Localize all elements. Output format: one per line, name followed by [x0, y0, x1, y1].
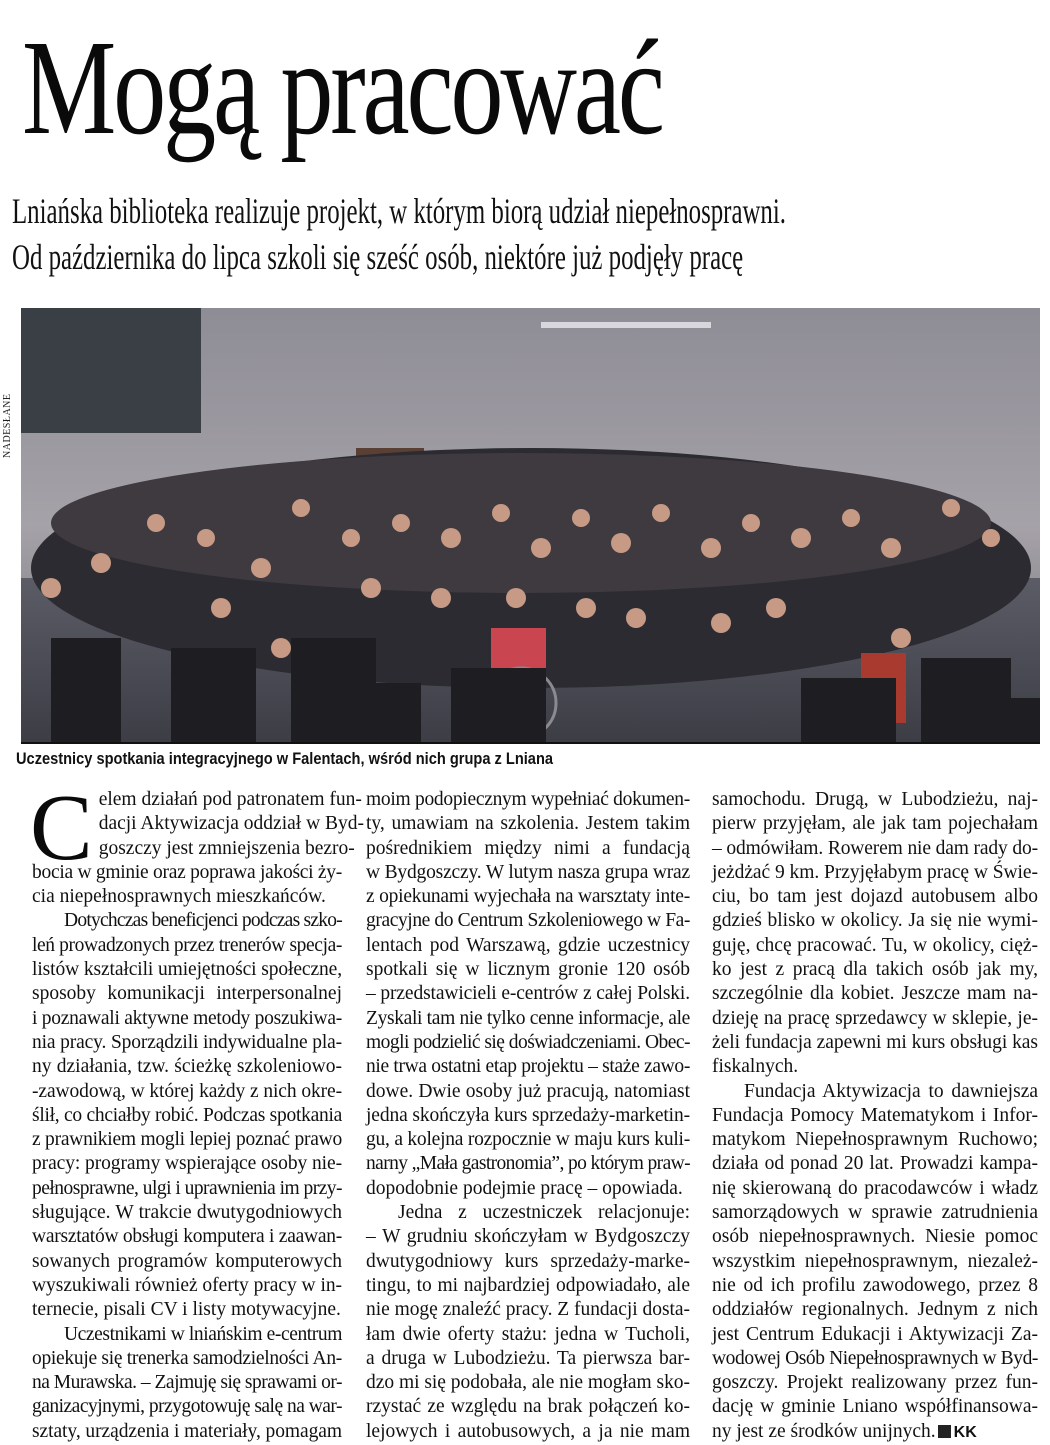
text-line: Fundacja Aktywizacja to dawniejsza [744, 1080, 1038, 1102]
ceiling-light [541, 322, 711, 328]
text-line: jedna skończyła kurs sprzedaży-marketin- [366, 1104, 690, 1126]
text-line: cia niepełnosprawnych mieszkańców. [32, 886, 326, 908]
text-line: goszczy. Projekt realizowany przez fun- [712, 1372, 1038, 1394]
text-line: Jedna z uczestniczek relacjonuje: [398, 1202, 690, 1224]
text-line: pełnosprawne, ulgi i uprawnienia im przy- [32, 1177, 342, 1199]
text-line: Uczestnikami w lniańskim e-centrum [64, 1323, 342, 1345]
lead-paragraph [12, 188, 881, 280]
text-line: nie trwa ostatni etap projektu – staże zawo- [366, 1056, 690, 1078]
text-line: pośrednikiem między nimi a fundacją [366, 837, 690, 859]
text-line: gu, a kolejna rozpocznie w maju kurs kuli- [366, 1129, 690, 1151]
text-line: moim podopiecznym wypełniać dokumen- [366, 789, 690, 810]
text-line: mogli podzielić się doświadczeniami. Obec- [366, 1031, 690, 1053]
text-line: w Bydgoszczy. W lutym nasza grupa wraz [366, 861, 690, 883]
text-line: osób niepełnosprawnych. Niesie pomoc [712, 1226, 1038, 1248]
text-line: wodowej Osób Niepełnosprawnych w Byd- [712, 1347, 1038, 1369]
text-line: wszystkim niepełnosprawnym, niezależ- [712, 1250, 1038, 1272]
text-line: – przedstawicieli e-centrów z całej Polski. [366, 983, 690, 1005]
text-line: oddziałów regionalnych. Jednym z nich [712, 1299, 1038, 1321]
text-line: z opiekunami wyjechała na warsztaty inte- [366, 886, 690, 908]
text-line: ganizacyjnymi, przygotowuję salę na war- [32, 1396, 342, 1418]
headline: Mogą pracować [22, 13, 662, 163]
text-line: – odmówiłam. Rowerem nie dam rady do- [712, 837, 1038, 859]
author-signature: KK [953, 1423, 977, 1441]
article-column-1 [30, 776, 365, 1444]
text-line: tingu, to mi najbardziej odpowiadało, ale [366, 1274, 690, 1296]
text-line: ny działania, tzw. ścieżkę szkoleniowo- [32, 1056, 342, 1078]
group-photo [21, 308, 1040, 744]
text-line: Zyskali tam nie tylko cenne informacje, ale [366, 1007, 690, 1029]
text-line: listów kształcili umiejętności społeczne, [32, 959, 342, 981]
text-line: gdzieś blisko w okolicy. Ja się nie wymi- [712, 910, 1038, 932]
text-line: spotkali się w licznym gronie 120 osób [366, 959, 690, 981]
lead-line: Lniańska biblioteka realizuje projekt, w którym biorą udział niepełnosprawni. [12, 191, 786, 231]
text-line: opiekuje się trenerka samodzielności An- [32, 1347, 342, 1369]
text-line: guję, chcę pracować. Tu, w okolicy, cięż- [712, 934, 1038, 956]
text-line: rzystać ze względu na brak połączeń ko- [366, 1396, 690, 1418]
lead-line: Od października do lipca szkoli się sześć osób, niektóre już podjęły pracę [12, 237, 744, 277]
drop-cap: C [30, 776, 93, 880]
text-line: działa od ponad 20 lat. Prowadzi kampa- [712, 1153, 1038, 1175]
text-line: jeżdżać 9 km. Przyjęłabym pracę w Świe- [712, 861, 1038, 883]
text-line: ślił, co chciałby robić. Podczas spotkania [32, 1104, 342, 1126]
text-line: lentach pod Warszawą, gdzie uczestnicy [366, 934, 690, 956]
text-line: dzieję na pracę sprzedawcy w sklepie, je- [712, 1007, 1038, 1029]
text-line: Fundacja Pomocy Matematykom i Infor- [712, 1104, 1038, 1126]
text-line: z prawnikiem mogli lepiej poznać prawo [32, 1129, 342, 1151]
group-photo-illustration [21, 308, 1040, 742]
text-line: ciu, bo tam jest dojazd autobusem albo [712, 886, 1038, 908]
photo-credit-wrap [2, 378, 16, 458]
text-line: fiskalnych. [712, 1056, 799, 1078]
text-line: sztaty, urządzenia i materiały, pomagam [32, 1420, 342, 1442]
end-mark-icon [938, 1425, 951, 1438]
text-line: dopodobnie podejmie pracę – opowiada. [366, 1177, 683, 1199]
text-line: nie mogę znaleźć pracy. Z fundacji dosta- [366, 1299, 690, 1321]
final-text-line [712, 1420, 1038, 1445]
text-line: ny jest ze środków unijnych. [712, 1420, 936, 1442]
text-line: dowe. Dwie osoby już pracują, natomiast [366, 1080, 690, 1102]
window [21, 308, 201, 433]
text-line: goszczy jest zmniejszenia bezro- [98, 837, 355, 859]
text-line: matykom Niepełnosprawnym Ruchowo; [712, 1129, 1038, 1151]
text-line: leń prowadzonych przez trenerów specja- [32, 934, 342, 956]
text-line: warsztatów obsługi komputera i zaawan- [32, 1226, 342, 1248]
text-line: łam dwie oferty stażu: jedna w Tucholi, [366, 1323, 690, 1345]
text-line: dację w gminie Lniano współfinansowa- [712, 1396, 1038, 1418]
text-line: sowanych programów komputerowych [32, 1250, 342, 1272]
article-column-3 [712, 788, 1038, 1445]
text-line: ternecie, pisali CV i listy motywacyjne. [32, 1299, 341, 1321]
text-line: elem działań pod patronatem fun- [98, 789, 362, 810]
text-line: samorządowych w sprawie zatrudnienia [712, 1202, 1038, 1224]
text-line: jest Centrum Edukacji i Aktywizacji Za- [712, 1323, 1038, 1345]
text-line: pracy: programy wspierające osoby nie- [32, 1153, 342, 1175]
text-line: Dotychczas beneficjenci podczas szko- [64, 910, 342, 932]
text-line: ty, umawiam na szkolenia. Jestem takim [366, 813, 690, 835]
text-line: sługujące. W trakcie dwutygodniowych [32, 1202, 342, 1224]
text-line: bocia w gminie oraz poprawa jakości ży- [32, 861, 342, 883]
text-line: pierw przyjęłam, ale jak tam pojechałam [712, 813, 1038, 835]
text-line: nię skierowaną do pracodawców i władz [712, 1177, 1038, 1199]
text-line: ko jest z pracą dla takich osób jak my, [712, 959, 1038, 981]
text-line: dwutygodniowy kurs sprzedaży-marke- [366, 1250, 690, 1272]
article-column-2 [366, 788, 690, 1444]
text-line: wyszukiwali również oferty pracy w in- [32, 1274, 342, 1296]
photo-credit: NADESŁANE [2, 393, 13, 458]
text-line: – W grudniu skończyłam w Bydgoszczy [366, 1226, 690, 1248]
text-line: dzo mi się podobała, ale nie mogłam sko- [366, 1372, 690, 1394]
text-line: dacji Aktywizacja oddział w Byd- [98, 813, 365, 835]
text-line: na Murawska. – Zajmuję się sprawami or- [32, 1372, 342, 1394]
text-line: nia pracy. Sporządzili indywidualne pla- [32, 1031, 342, 1053]
text-line: i poznawali aktywne metody poszukiwa- [32, 1007, 342, 1029]
text-line: sposoby komunikacji interpersonalnej [32, 983, 342, 1005]
text-line: -zawodową, w której każdy z nich okre- [32, 1080, 342, 1102]
text-line: żeli fundacja zapewni mi kurs obsługi kas [712, 1031, 1038, 1053]
text-line: szczególnie dla kobiet. Jeszcze mam na- [712, 983, 1038, 1005]
text-line: a druga w Lubodzieżu. Ta pierwsza bar- [366, 1347, 690, 1369]
text-line: lejowych i autobusowych, a ja nie mam [366, 1420, 690, 1442]
text-line: nie od ich profilu zawodowego, przez 8 [712, 1274, 1038, 1296]
text-line: samochodu. Drugą, w Lubodzieżu, naj- [712, 789, 1038, 810]
photo-caption: Uczestnicy spotkania integracyjnego w Falentach, wśród nich grupa z Lniana [16, 749, 554, 768]
text-line: narny „Mała gastronomia”, po którym praw- [366, 1153, 690, 1175]
text-line: gracyjne do Centrum Szkoleniowego w Fa- [366, 910, 690, 932]
